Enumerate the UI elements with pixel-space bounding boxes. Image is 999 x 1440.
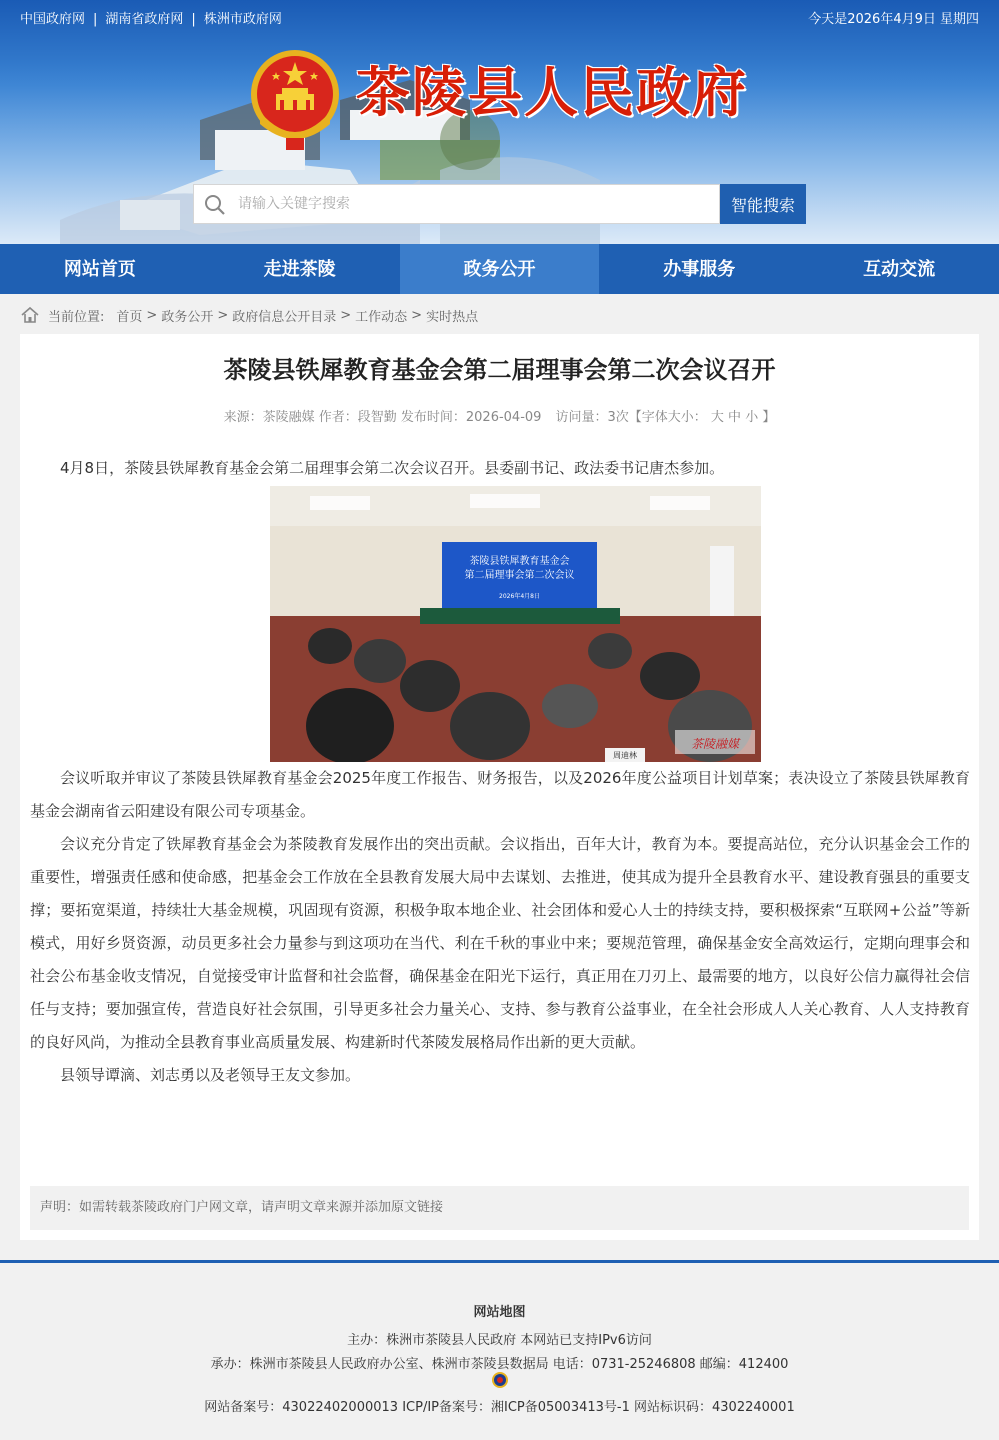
article-meta: [20, 406, 979, 425]
site-title: 茶陵县人民政府: [356, 61, 748, 124]
breadcrumb-gov-affairs[interactable]: 政务公开: [161, 309, 214, 325]
article-card: [20, 334, 979, 1240]
link-china-gov[interactable]: 中国政府网: [20, 12, 86, 27]
article-title: 茶陵县铁犀教育基金会第二届理事会第二次会议召开: [223, 356, 776, 384]
smart-search-button[interactable]: 智能搜索: [720, 184, 806, 224]
font-size-close: 】: [762, 410, 776, 425]
link-zhuzhou-gov[interactable]: 株洲市政府网: [203, 12, 282, 27]
top-links: [20, 8, 282, 27]
separator: |: [93, 12, 98, 27]
font-size-label: 【字体大小：: [628, 410, 707, 425]
article-paragraph: 县领导谭滴、刘志勇以及老领导王友文参加。: [60, 1066, 361, 1084]
breadcrumb-separator: >: [217, 307, 229, 323]
main-nav: [0, 244, 999, 294]
font-size-large-button[interactable]: 大: [710, 410, 724, 425]
article-views: 访问量：3次: [555, 410, 629, 425]
breadcrumb-separator: >: [411, 307, 423, 323]
watermark-logo: 茶陵融媒: [690, 737, 740, 751]
footer-host: 主办：株洲市茶陵县人民政府 本网站已支持IPv6访问: [347, 1333, 652, 1348]
separator: |: [191, 12, 196, 27]
reprint-notice: 声明：如需转载茶陵政府门户网文章，请声明文章来源并添加原文链接: [30, 1186, 969, 1230]
banner-line-1: 茶陵县铁犀教育基金会: [469, 556, 570, 567]
home-icon: [20, 306, 40, 324]
article-source-info: 来源：茶陵融媒 作者：段智勤 发布时间：2026-04-09: [223, 410, 542, 425]
font-size-medium-button[interactable]: 中: [728, 410, 742, 425]
article-paragraph: 会议充分肯定了铁犀教育基金会为茶陵教育发展作出的突出贡献。会议指出，百年大计，教育为本。要提高站位，充分认识基金会工作的重要性，增强责任感和使命感，把基金会工作放在全县教育发展大局中去谋划、去推进，使其成为提升全县教育水平、建设教育强县的重要支撑；要拓宽渠道，持续壮大基金规模，巩固现有资源，积极争取本地企业、社会团体和爱心人士的持续支持，要积极探索“互联网+公益”等新模式，用好乡贤资源，动员更多社会力量参与到这项功在当代、利在千秋的事业中来；要规范管理，确保基金安全高效运行，定期向理事会和社会公布基金收支情况，自觉接受审计监督和社会监督，确保基金在阳光下运行，真正用在刀刃上、最需要的地方，以良好公信力赢得社会信任与支持；要加强宣传，营造良好社会氛围，引导更多社会力量关心、支持、参与教育公益事业，在全社会形成人人关心教育、人人支持教育的良好风尚，为推动全县教育事业高质量发展、构建新时代茶陵发展格局作出新的更大贡献。: [30, 835, 970, 1051]
breadcrumb-work-news[interactable]: 工作动态: [355, 309, 408, 325]
article-paragraph: 4月8日，茶陵县铁犀教育基金会第二届理事会第二次会议召开。县委副书记、政法委书记唐杰参加。: [60, 459, 725, 477]
sitemap-link[interactable]: 网站地图: [473, 1305, 526, 1320]
site-header: [0, 0, 999, 244]
font-size-small-button[interactable]: 小: [745, 410, 759, 425]
nav-item-services[interactable]: 办事服务: [663, 259, 736, 280]
nav-item-interaction[interactable]: 互动交流: [863, 259, 936, 280]
breadcrumb-hot-news[interactable]: 实时热点: [426, 309, 479, 325]
breadcrumb-separator: >: [340, 307, 352, 323]
footer-record: 网站备案号：43022402000013 ICP/IP备案号：湘ICP备05003413号-1 网站标识码：4302240001: [204, 1400, 795, 1415]
banner-line-2: 第二届理事会第二次会议: [464, 570, 575, 581]
article-lead: [30, 452, 970, 485]
banner-date: 2026年4月8日: [499, 593, 540, 600]
breadcrumb-home[interactable]: 首页: [116, 309, 143, 325]
police-badge-icon[interactable]: [491, 1371, 509, 1389]
nav-item-home[interactable]: 网站首页: [63, 259, 136, 280]
article-paragraph: 会议听取并审议了茶陵县铁犀教育基金会2025年度工作报告、财务报告，以及2026年度公益项目计划草案；表决设立了茶陵县铁犀教育基金会湖南省云阳建设有限公司专项基金。: [30, 769, 970, 820]
search-input[interactable]: [238, 185, 708, 223]
link-hunan-gov[interactable]: 湖南省政府网: [105, 12, 184, 27]
article-body: [30, 762, 970, 1092]
top-bar: [0, 0, 999, 34]
breadcrumb: [20, 305, 478, 325]
current-date: 今天是2026年4月9日 星期四: [808, 12, 979, 27]
breadcrumb-separator: >: [146, 307, 158, 323]
nav-item-gov-affairs[interactable]: 政务公开: [400, 244, 600, 294]
site-footer: [0, 1263, 999, 1440]
nameplate: 周迪林: [613, 751, 637, 760]
breadcrumb-label: 当前位置:: [48, 309, 105, 325]
footer-organizer: 承办：株洲市茶陵县人民政府办公室、株洲市茶陵县数据局 电话：0731-25246808 邮编：412400: [210, 1357, 789, 1372]
national-emblem-icon: [246, 42, 344, 154]
meeting-photo: [270, 486, 761, 762]
breadcrumb-catalog[interactable]: 政府信息公开目录: [232, 309, 337, 325]
search-icon: [204, 194, 226, 216]
nav-item-about[interactable]: 走进茶陵: [263, 259, 336, 280]
search-box: [193, 184, 720, 224]
